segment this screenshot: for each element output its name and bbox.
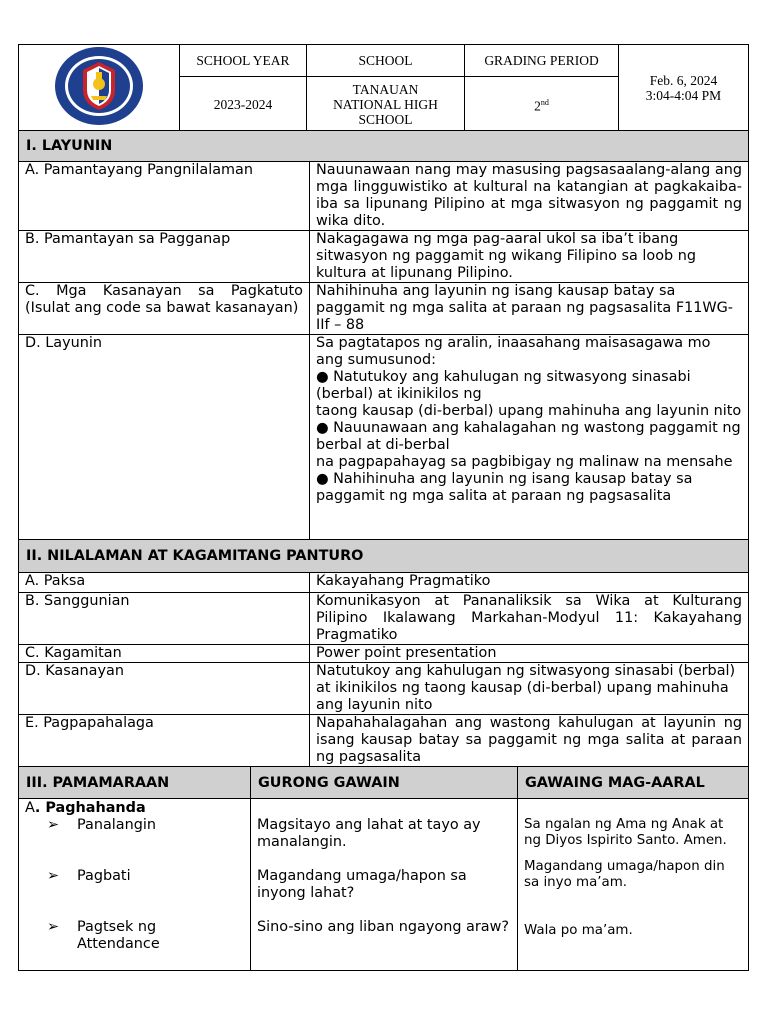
date-text: Feb. 6, 2024 xyxy=(649,73,718,88)
col-header-pamamaraan: III. PAMAMARAAN xyxy=(19,767,251,799)
step-name: Pagbati xyxy=(77,868,131,884)
student-line: Magandang umaga/hapon din sa inyo ma’am. xyxy=(524,859,725,890)
col-header-gurong-gawain: GURONG GAWAIN xyxy=(251,767,518,799)
step-panalangin xyxy=(25,817,244,834)
gurong-gawain-cell xyxy=(251,799,518,971)
deped-seal-logo xyxy=(53,46,145,126)
label-pamantayan-sa-pagganap: B. Pamantayan sa Pagganap xyxy=(19,231,310,283)
label-sanggunian: B. Sanggunian xyxy=(19,593,310,645)
value-sanggunian: Komunikasyon at Pananaliksik sa Wika at Kulturang Pilipino Ikalawang Markahan-Modyul 11: Kakayahang Pragmatiko xyxy=(310,593,749,645)
layunin-line: ● Nauunawaan ang kahalagahan ng wastong paggamit ng berbal at di-berbal xyxy=(316,420,741,453)
header-table xyxy=(18,44,749,132)
col-header-gawaing-mag-aaral: GAWAING MAG-AARAL xyxy=(518,767,749,799)
step-pagtsek xyxy=(25,919,244,953)
grading-period-value xyxy=(465,77,619,132)
label-kagamitan: C. Kagamitan xyxy=(19,645,310,663)
time-text: 3:04-4:04 PM xyxy=(645,88,722,103)
value-pagpapahalaga: Napahahalagahan ang wastong kahulugan at layunin ng isang kausap batay sa paggamit ng mga salita at paraan ng pagsasalita xyxy=(310,715,749,767)
grading-period-number: 2 xyxy=(534,98,541,114)
seal-cell xyxy=(19,45,180,132)
label-paksa: A. Paksa xyxy=(19,573,310,593)
label-kasanayan: D. Kasanayan xyxy=(19,663,310,715)
school-label: SCHOOL xyxy=(307,45,465,77)
value-paksa: Kakayahang Pragmatiko xyxy=(310,573,749,593)
layunin-intro: Sa pagtatapos ng aralin, inaasahang maisasagawa mo ang sumusunod: xyxy=(316,335,711,368)
teacher-line: Sino-sino ang liban ngayong araw? xyxy=(257,919,509,935)
school-value: TANAUAN NATIONAL HIGH SCHOOL xyxy=(307,77,465,132)
value-mga-kasanayan: Nahihinuha ang layunin ng isang kausap batay sa paggamit ng mga salita at paraan ng pagsasalita F11WG- IIf – 88 xyxy=(310,283,749,335)
value-pamantayan-sa-pagganap: Nakagagawa ng mga pag-aaral ukol sa iba’t ibang sitwasyon ng paggamit ng wikang Filipino sa loob ng kultura at lipunang Pilipino. xyxy=(310,231,749,283)
step-name: Panalangin xyxy=(77,817,156,833)
value-layunin xyxy=(310,335,749,540)
paghahanda-title: . Paghahanda xyxy=(34,800,146,816)
label-pamantayang-pangnilalaman: A. Pamantayang Pangnilalaman xyxy=(19,162,310,231)
gawaing-mag-aaral-cell xyxy=(518,799,749,971)
arrow-bullet-icon: ➢ xyxy=(47,817,60,833)
layunin-line: ● Nahihinuha ang layunin ng isang kausap batay sa paggamit ng mga salita at paraan ng pagsasalita xyxy=(316,471,693,504)
label-pagpapahalaga: E. Pagpapahalaga xyxy=(19,715,310,767)
label-mga-kasanayan: C. Mga Kasanayan sa Pagkatuto (Isulat ang code sa bawat kasanayan) xyxy=(19,283,310,335)
student-line: Wala po ma’am. xyxy=(524,923,633,938)
layunin-table xyxy=(18,130,749,767)
arrow-bullet-icon: ➢ xyxy=(47,868,60,884)
layunin-line: ● Natutukoy ang kahulugan ng sitwasyong sinasabi (berbal) at ikinikilos ng xyxy=(316,369,691,402)
student-line: Sa ngalan ng Ama ng Anak at ng Diyos Ispirito Santo. Amen. xyxy=(524,817,727,848)
step-pagbati xyxy=(25,868,244,885)
school-year-label: SCHOOL YEAR xyxy=(180,45,307,77)
teacher-line: Magandang umaga/hapon sa inyong lahat? xyxy=(257,868,467,901)
grading-period-label: GRADING PERIOD xyxy=(465,45,619,77)
layunin-line: taong kausap (di-berbal) upang mahinuha ang layunin nito xyxy=(316,403,742,419)
step-name: Pagtsek ng Attendance xyxy=(77,919,160,952)
paghahanda-heading xyxy=(25,800,244,817)
label-layunin: D. Layunin xyxy=(19,335,310,540)
layunin-line: na pagpapahayag sa pagbibigay ng malinaw na mensahe xyxy=(316,454,733,470)
arrow-bullet-icon: ➢ xyxy=(47,919,60,935)
teacher-line: Magsitayo ang lahat at tayo ay manalangin. xyxy=(257,817,481,850)
value-kasanayan: Natutukoy ang kahulugan ng sitwasyong sinasabi (berbal) at ikinikilos ng taong kausap (di-berbal) upang mahinuha ang layunin nito xyxy=(310,663,749,715)
section-title-nilalaman: II. NILALAMAN AT KAGAMITANG PANTURO xyxy=(19,540,749,573)
pamamaraan-steps-cell xyxy=(19,799,251,971)
pamamaraan-table xyxy=(18,766,749,971)
value-pamantayang-pangnilalaman: Nauunawaan nang may masusing pagsasaalang-alang ang mga lingguwistiko at kultural na katangian at pagkakaiba-iba sa lipunang Pilipino at mga sitwasyon ng paggamit ng wika dito. xyxy=(310,162,749,231)
paghahanda-letter: A xyxy=(25,800,35,816)
school-year-value: 2023-2024 xyxy=(180,77,307,132)
date-time-cell xyxy=(619,45,749,132)
grading-period-suffix: nd xyxy=(540,97,549,107)
section-title-layunin: I. LAYUNIN xyxy=(19,131,749,162)
value-kagamitan: Power point presentation xyxy=(310,645,749,663)
